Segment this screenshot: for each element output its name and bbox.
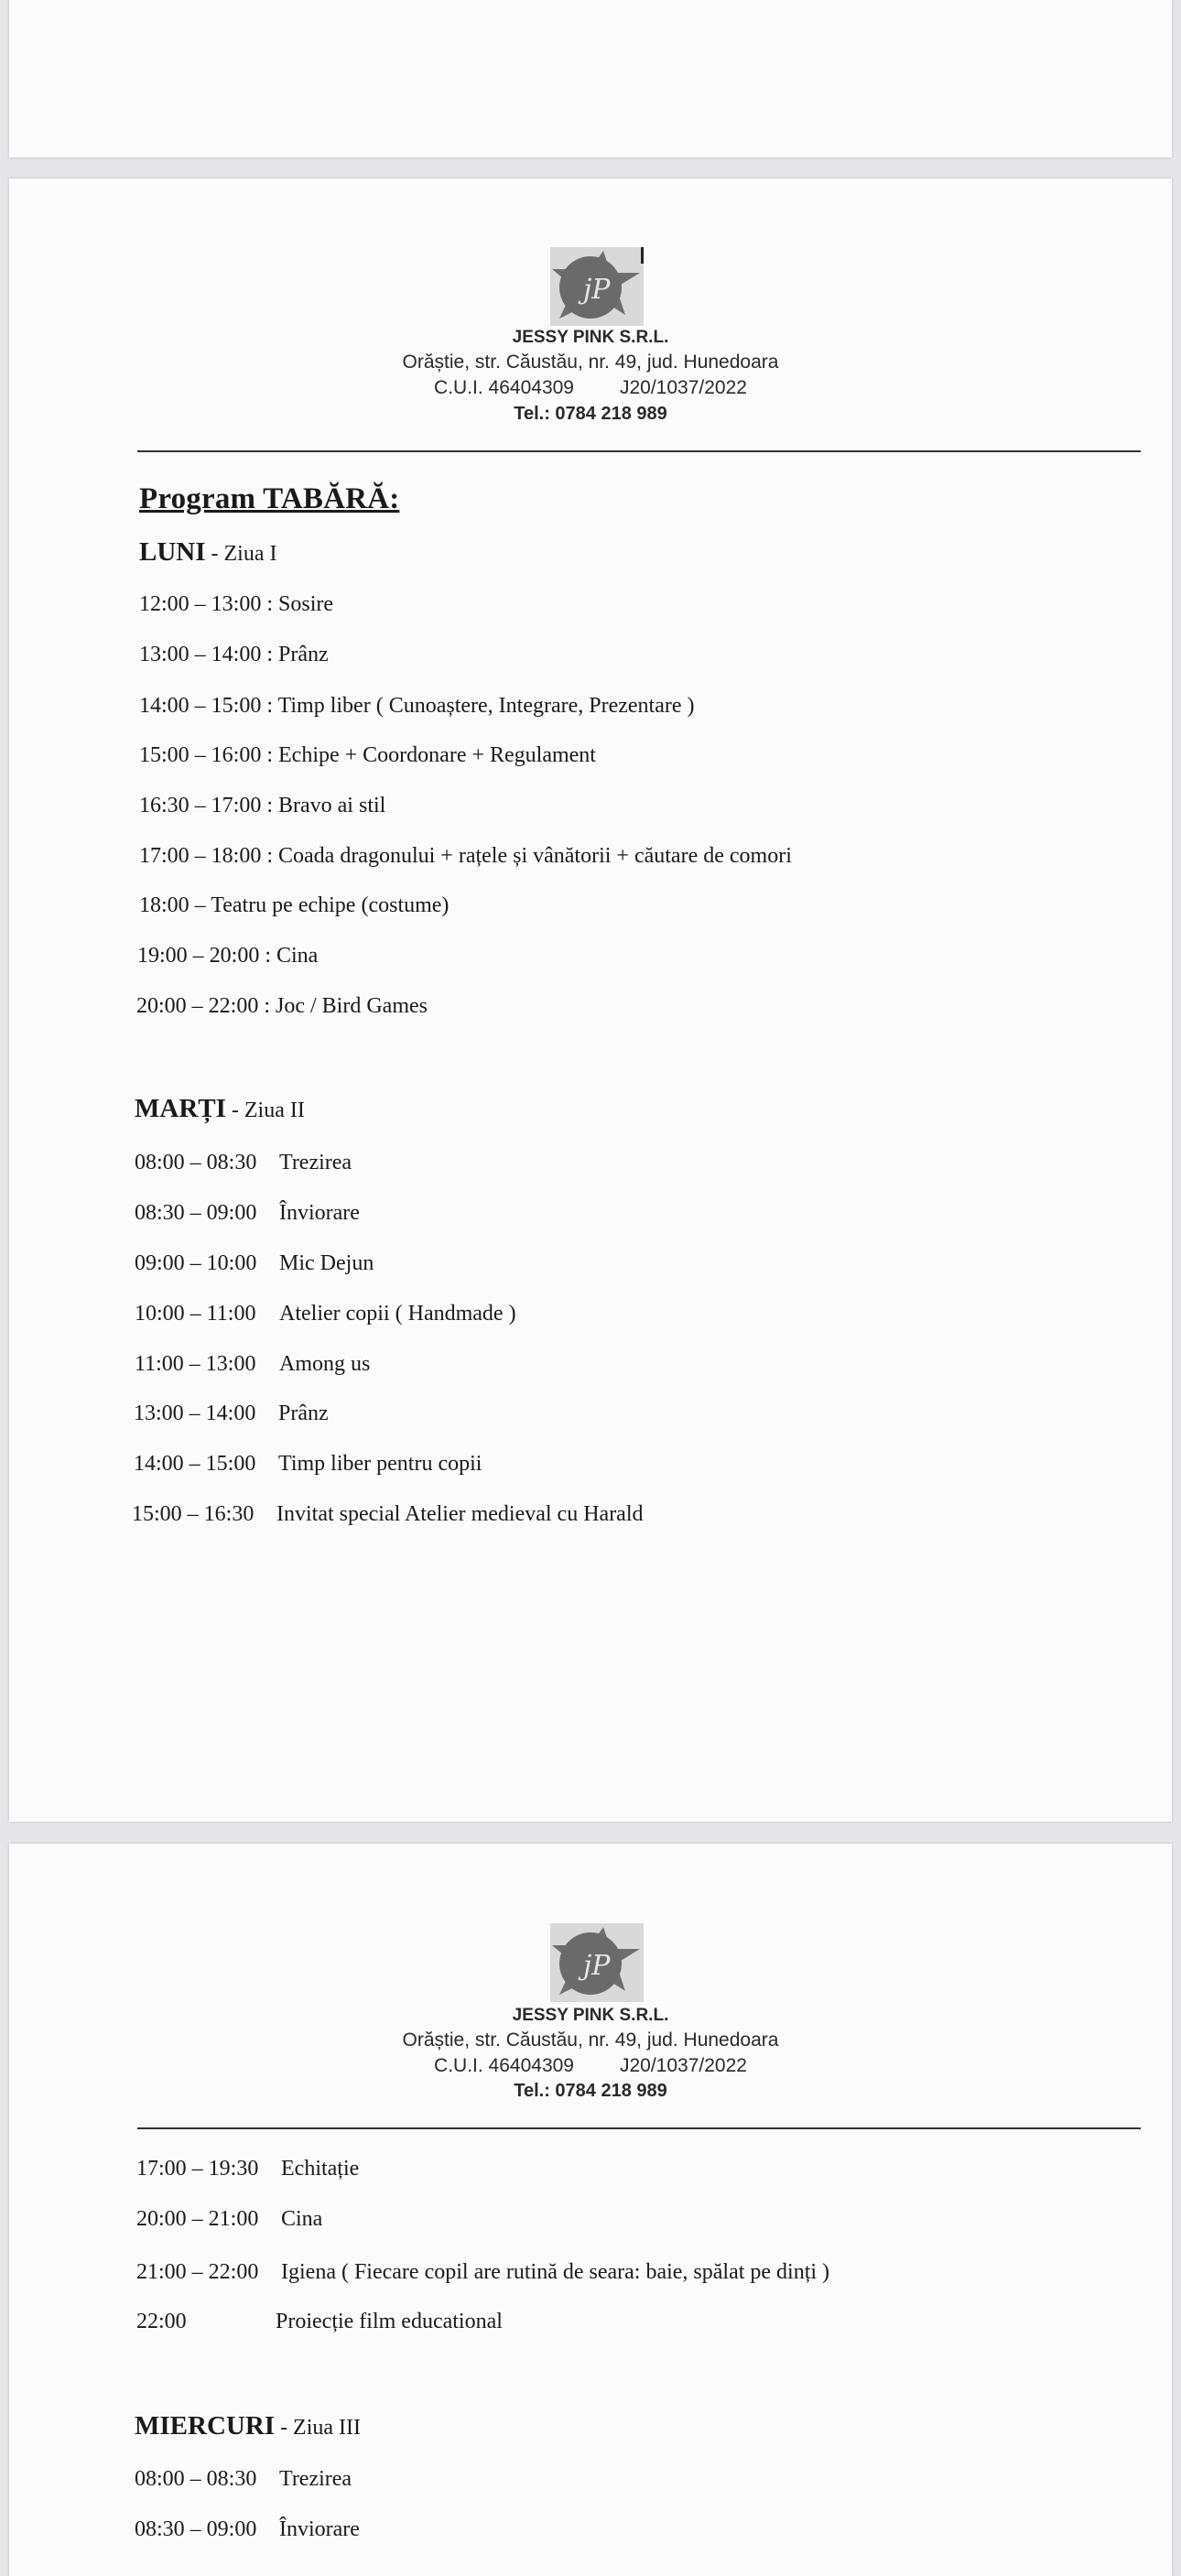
day-label: - Ziua I bbox=[205, 542, 277, 566]
schedule-row bbox=[135, 2517, 360, 2542]
day-heading-tuesday bbox=[135, 1094, 305, 1124]
company-cui: C.U.I. 46404309 bbox=[434, 377, 574, 398]
day-name: LUNI bbox=[139, 537, 206, 567]
row-time: 09:00 – 10:00 bbox=[135, 1251, 257, 1275]
day-label: - Ziua III bbox=[275, 2416, 362, 2440]
schedule-row bbox=[136, 2310, 503, 2334]
company-reg-number: J20/1037/2022 bbox=[619, 2055, 747, 2076]
company-phone: Tel.: 0784 218 989 bbox=[514, 404, 667, 424]
row-time: 14:00 – 15:00 bbox=[134, 1452, 256, 1476]
schedule-row bbox=[135, 2467, 352, 2492]
row-activity: Mic Dejun bbox=[279, 1251, 374, 1275]
schedule-row: 12:00 – 13:00 : Sosire bbox=[139, 592, 334, 616]
schedule-row bbox=[132, 1502, 644, 1527]
schedule-row bbox=[134, 1402, 329, 1426]
row-time: 20:00 – 21:00 bbox=[136, 2207, 259, 2231]
schedule-row: 19:00 – 20:00 : Cina bbox=[137, 944, 319, 968]
schedule-row bbox=[135, 1302, 516, 1326]
row-activity: Trezirea bbox=[279, 1151, 352, 1174]
schedule-row: 14:00 – 15:00 : Timp liber ( Cunoaștere, Integrare, Prezentare ) bbox=[139, 694, 695, 718]
schedule-row bbox=[135, 1352, 370, 1377]
row-activity: Înviorare bbox=[279, 2517, 360, 2541]
svg-text:jP: jP bbox=[583, 274, 611, 306]
row-activity: Timp liber pentru copii bbox=[278, 1452, 482, 1476]
header-divider bbox=[137, 450, 1141, 452]
schedule-row bbox=[136, 2207, 322, 2232]
row-activity: Înviorare bbox=[279, 1201, 360, 1225]
company-logo bbox=[547, 245, 647, 328]
company-phone: Tel.: 0784 218 989 bbox=[514, 2081, 667, 2101]
row-time: 10:00 – 11:00 bbox=[135, 1302, 256, 1326]
row-activity: Igiena ( Fiecare copil are rutină de seara: baie, spălat pe dinți ) bbox=[281, 2260, 830, 2284]
row-activity: Trezirea bbox=[279, 2467, 352, 2491]
company-address: Orăștie, str. Căustău, nr. 49, jud. Hunedoara bbox=[402, 352, 779, 373]
row-activity: Atelier copii ( Handmade ) bbox=[279, 1302, 516, 1326]
day-name: MIERCURI bbox=[135, 2411, 276, 2441]
row-activity: Echitație bbox=[281, 2157, 360, 2181]
document-page-1 bbox=[9, 0, 1172, 157]
row-time: 08:30 – 09:00 bbox=[135, 1201, 257, 1225]
company-name: JESSY PINK S.R.L. bbox=[512, 328, 669, 347]
company-registration bbox=[9, 377, 1172, 399]
row-time: 08:30 – 09:00 bbox=[135, 2517, 257, 2541]
company-reg-number: J20/1037/2022 bbox=[619, 377, 747, 398]
row-time: 17:00 – 19:30 bbox=[136, 2157, 259, 2181]
schedule-row: 13:00 – 14:00 : Prânz bbox=[139, 643, 329, 666]
row-time: 13:00 – 14:00 bbox=[134, 1402, 256, 1425]
day-heading-monday bbox=[139, 537, 276, 568]
row-time: 22:00 bbox=[136, 2310, 187, 2333]
company-name: JESSY PINK S.R.L. bbox=[512, 2006, 669, 2025]
row-activity: Proiecție film educational bbox=[276, 2310, 503, 2333]
schedule-row: 16:30 – 17:00 : Bravo ai stil bbox=[139, 794, 386, 817]
company-registration bbox=[9, 2055, 1172, 2077]
row-time: 08:00 – 08:30 bbox=[135, 1151, 257, 1174]
row-time: 15:00 – 16:30 bbox=[132, 1502, 255, 1526]
day-heading-wednesday bbox=[135, 2411, 361, 2441]
document-page-3 bbox=[9, 1844, 1172, 2576]
row-activity: Prânz bbox=[278, 1402, 329, 1425]
row-activity: Among us bbox=[279, 1352, 371, 1376]
schedule-row bbox=[135, 1201, 360, 1226]
schedule-row bbox=[135, 1151, 352, 1175]
schedule-row bbox=[136, 2157, 359, 2181]
row-activity: Cina bbox=[281, 2207, 323, 2231]
schedule-row: 17:00 – 18:00 : Coada dragonului + rațele și vânătorii + căutare de comori bbox=[139, 844, 792, 868]
schedule-row: 20:00 – 22:00 : Joc / Bird Games bbox=[136, 994, 428, 1018]
company-address: Orăștie, str. Căustău, nr. 49, jud. Hunedoara bbox=[402, 2029, 779, 2051]
schedule-row: 18:00 – Teatru pe echipe (costume) bbox=[139, 893, 450, 917]
schedule-row bbox=[136, 2260, 829, 2285]
page-title: Program TABĂRĂ: bbox=[139, 482, 400, 515]
header-divider bbox=[137, 2127, 1141, 2129]
day-name: MARȚI bbox=[135, 1094, 226, 1123]
company-cui: C.U.I. 46404309 bbox=[434, 2055, 574, 2076]
schedule-row bbox=[134, 1452, 482, 1477]
svg-text:jP: jP bbox=[583, 1950, 611, 1982]
row-time: 21:00 – 22:00 bbox=[136, 2260, 259, 2284]
day-label: - Ziua II bbox=[225, 1099, 305, 1122]
row-time: 11:00 – 13:00 bbox=[135, 1352, 256, 1376]
schedule-row bbox=[135, 1251, 374, 1276]
row-time: 08:00 – 08:30 bbox=[135, 2467, 257, 2491]
company-logo bbox=[547, 1921, 647, 2004]
row-activity: Invitat special Atelier medieval cu Harald bbox=[276, 1502, 644, 1526]
schedule-row: 15:00 – 16:00 : Echipe + Coordonare + Regulament bbox=[139, 743, 596, 767]
document-page-2 bbox=[9, 179, 1172, 1822]
